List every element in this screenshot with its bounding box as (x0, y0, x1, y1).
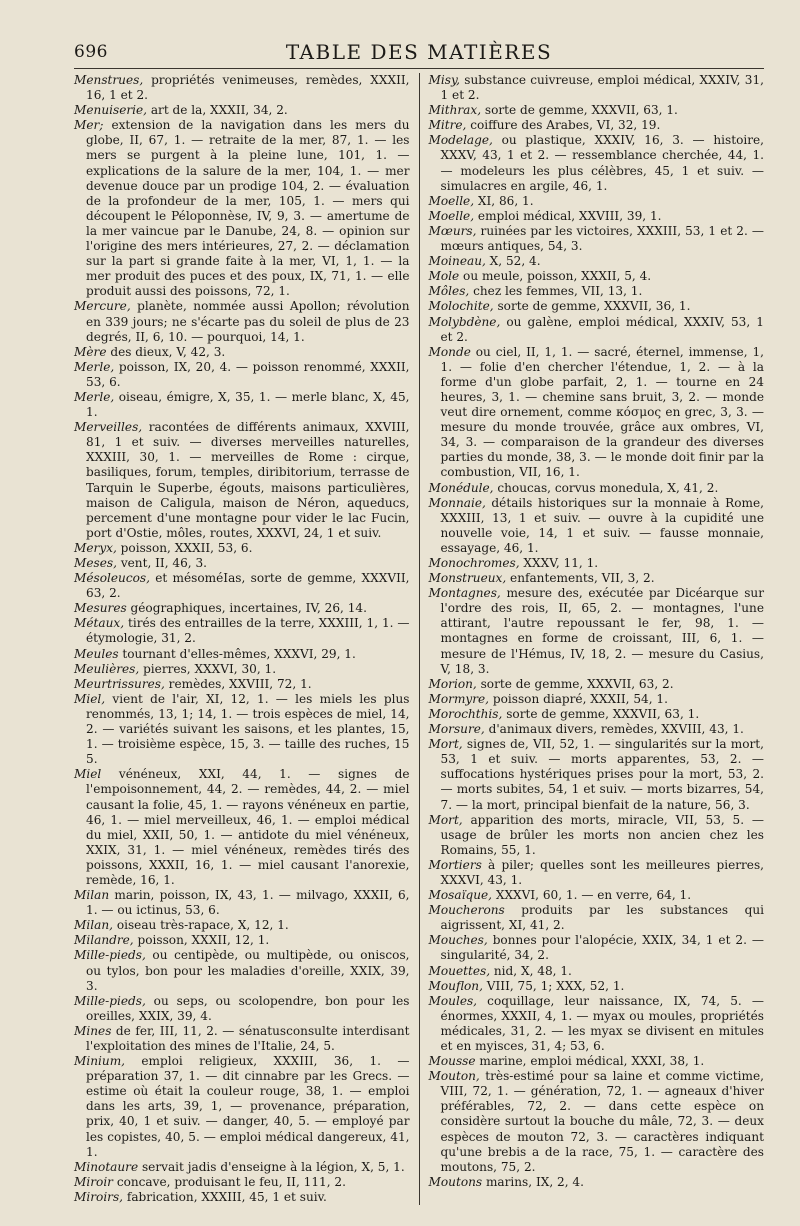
index-columns (74, 73, 764, 1205)
index-entry (429, 73, 765, 103)
entry-text: oiseau très-rapace, X, 12, 1. (112, 918, 289, 933)
index-entry (74, 1190, 410, 1205)
index-entry (429, 345, 765, 481)
entry-text: marine, emploi médical, XXXI, 38, 1. (475, 1054, 705, 1069)
index-entry (74, 73, 410, 103)
entry-headword: Merle, (74, 389, 115, 404)
entry-text: VIII, 75, 1; XXX, 52, 1. (482, 978, 625, 993)
entry-headword: Mille-pieds, (74, 993, 146, 1008)
index-entry (74, 888, 410, 918)
entry-text: ou galène, emploi médical, XXXIV, 53, 1 et 2. (440, 314, 764, 344)
index-entry (74, 299, 410, 344)
entry-headword: Misy, (428, 73, 461, 87)
entry-text: à piler; quelles sont les meilleures pierres, XXXVI, 43, 1. (440, 857, 764, 887)
entry-text: enfantements, VII, 3, 2. (506, 571, 655, 586)
entry-text: vient de l'air, XI, 12, 1. — les miels les plus renommés, 13, 1; 14, 1. — trois espèces de miel, 14, 2. — variétés suivant les saisons, et les plantes, 15, 1. — troisième espèce, 15, 3. — taille des ruches, 15 5. (86, 691, 410, 767)
entry-headword: Meurtrissures, (74, 676, 165, 691)
entry-text: nid, X, 48, 1. (490, 963, 572, 978)
index-entry (74, 1160, 410, 1175)
index-entry (74, 571, 410, 601)
index-entry (429, 903, 765, 933)
index-entry (74, 918, 410, 933)
entry-text: extension de la navigation dans les mers du globe, II, 67, 1. — retraite de la mer, 87, 1. — les mers se purgent à la pleine lune, 101, 1. — explications de la salure de la mer, 104, 1. — mer devenue douce par un prodige 104, 2. — évaluation de la profondeur de la mer, 105, 1. — mers qui découpent le Péloponnèse, IV, 9, 3. — amertume de la mer vaincue par le Danube, 24, 8. — opinion sur l'origine des mers intérieures, 27, 2. — déclamation sur la part si grande faite à la mer, VI, 1, 1. — la mer produit des puces et des poux, IX, 71, 1. — elle produit aussi des poissons, 72, 1. (86, 118, 410, 299)
entry-text: très-estimé pour sa laine et comme victime, VIII, 72, 1. — génération, 72, 1. — agneaux d'hiver préférables, 72, 2. — dans cette espèce on considère surtout la bouche du mâle, 72, 3. — deux espèces de mouton 72, 3. — caractères indiquant qu'une brebis a de la race, 75, 1. — caractère des moutons, 75, 2. (440, 1069, 764, 1174)
index-entry (74, 933, 410, 948)
entry-text: d'animaux divers, remèdes, XXVIII, 43, 1. (484, 722, 744, 737)
entry-headword: Minotaure (74, 1159, 139, 1174)
entry-text: détails historiques sur la monnaie à Rome, XXXIII, 13, 1 et suiv. — ouvre à la cupidité une nouvelle voie, 14, 1 et suiv. — fausse monnaie, essayage, 46, 1. (440, 495, 764, 555)
index-entry (429, 284, 765, 299)
index-entry (74, 118, 410, 299)
page-number: 696 (74, 42, 108, 62)
entry-headword: Menstrues, (74, 73, 144, 87)
entry-text: coquillage, leur naissance, IX, 74, 5. — énormes, XXXII, 4, 1. — myax ou moules, propriétés médicales, 31, 2. — les myax se divisent en mitules et en myisces, 31, 4; 53, 6. (440, 993, 764, 1053)
entry-text: produits par les substances qui aigrissent, XI, 41, 2. (440, 903, 764, 933)
index-entry (74, 994, 410, 1024)
entry-text: poisson, IX, 20, 4. — poisson renommé, XXXII, 53, 6. (86, 359, 410, 389)
entry-text: ou meule, poisson, XXXII, 5, 4. (459, 269, 652, 284)
entry-headword: Molochite, (428, 299, 494, 314)
entry-text: planète, nommée aussi Apollon; révolution en 339 jours; ne s'écarte pas du soleil de plus de 23 degrés, II, 6, 10. — pourquoi, 14, 1. (86, 299, 410, 344)
entry-headword: Monnaie, (428, 495, 486, 510)
entry-headword: Mosaïque, (428, 888, 492, 903)
entry-headword: Moules, (428, 993, 478, 1008)
entry-headword: Mort, (428, 812, 463, 827)
index-entry (429, 299, 765, 314)
entry-headword: Modelage, (428, 133, 493, 148)
entry-headword: Milandre, (74, 933, 134, 948)
index-entry (429, 118, 765, 133)
entry-headword: Mésoleucos, (74, 571, 150, 586)
page-header (74, 36, 764, 69)
entry-headword: Miroir (74, 1174, 113, 1189)
index-entry (74, 677, 410, 692)
entry-text: sorte de gemme, XXXVII, 63, 2. (476, 676, 674, 691)
entry-text: vent, II, 46, 3. (116, 556, 207, 570)
entry-headword: Montagnes, (428, 586, 501, 601)
entry-headword: Morochthis, (428, 706, 503, 721)
entry-headword: Morion, (428, 676, 477, 691)
entry-text: de fer, III, 11, 2. — sénatusconsulte interdisant l'exploitation des mines de l'Italie, 24, 5. (86, 1023, 410, 1053)
right-column (419, 73, 765, 1205)
entry-headword: Môles, (428, 284, 470, 299)
entry-headword: Mercure, (74, 299, 131, 314)
index-entry (429, 964, 765, 979)
entry-headword: Moelle, (428, 193, 475, 208)
entry-text: signes de, VII, 52, 1. — singularités sur la mort, 53, 1 et suiv. — morts apparentes, 53, 2. — suffocations hystériques prises pour la mort, 53, 2. — morts subites, 54, 1 et suiv. — morts bizarres, 54, 7. — la mort, principal bienfait de la nature, 56, 3. (440, 737, 764, 812)
entry-text: emploi médical, XXVIII, 39, 1. (474, 208, 662, 223)
entry-headword: Mitre, (428, 118, 467, 133)
entry-headword: Mithrax, (428, 103, 482, 118)
entry-headword: Moelle, (428, 208, 475, 223)
entry-text: sorte de gemme, XXXVII, 63, 1. (502, 706, 700, 721)
index-entry (429, 194, 765, 209)
index-entry (74, 1054, 410, 1160)
index-entry (74, 390, 410, 420)
entry-text: marin, poisson, IX, 43, 1. — milvago, XXXII, 6, 1. — ou ictinus, 53, 6. (86, 888, 410, 918)
entry-headword: Molybdène, (428, 314, 501, 329)
entry-text: tournant d'elles-mêmes, XXXVI, 29, 1. (118, 646, 356, 661)
entry-headword: Mouton, (428, 1069, 480, 1084)
index-entry (74, 556, 410, 571)
index-entry (429, 707, 765, 722)
index-entry (429, 103, 765, 118)
index-entry (74, 948, 410, 993)
entry-headword: Métaux, (74, 616, 125, 631)
entry-text: oiseau, émigre, X, 35, 1. — merle blanc, X, 45, 1. (86, 389, 410, 420)
index-entry (429, 813, 765, 858)
entry-text: ou seps, ou scolopendre, bon pour les oreilles, XXIX, 39, 4. (86, 993, 410, 1023)
index-entry (74, 616, 410, 646)
index-entry (429, 737, 765, 812)
entry-text: racontées de différents animaux, XXVIII, 81, 1 et suiv. — diverses merveilles naturelles, XXXIII, 30, 1. — merveilles de Rome : cirque, basiliques, forum, temples, diribitorium, terrasse de Tarquin le Superbe, égouts, maisons particulières, maison de Caligula, maison de Néron, aqueducs, percement d'une montagne pour vider le lac Fucin, port d'Ostie, môles, routes, XXXVI, 24, 1 et suiv. (86, 420, 410, 540)
entry-text: XXXV, 11, 1. (519, 556, 599, 570)
entry-headword: Meses, (74, 556, 117, 570)
index-entry (429, 1069, 765, 1175)
entry-headword: Meulières, (74, 661, 140, 676)
entry-headword: Mines (74, 1023, 112, 1038)
entry-text: art de la, XXXII, 34, 2. (147, 103, 288, 118)
index-entry (429, 556, 765, 571)
entry-headword: Moutons (428, 1174, 483, 1189)
entry-text: et mésoméIas, sorte de gemme, XXXVII, 63, 2. (86, 571, 410, 601)
entry-headword: Miel (74, 767, 102, 782)
index-entry (429, 315, 765, 345)
index-entry (74, 601, 410, 616)
entry-headword: Mouettes, (428, 963, 491, 978)
index-entry (429, 224, 765, 254)
index-entry (429, 496, 765, 556)
running-head: TABLE DES MATIÈRES (285, 40, 553, 64)
entry-headword: Miroirs, (74, 1189, 124, 1204)
entry-headword: Moucherons (428, 903, 505, 918)
entry-text: ruinées par les victoires, XXXIII, 53, 1 et 2. — mœurs antiques, 54, 3. (440, 223, 764, 254)
entry-headword: Milan (74, 888, 110, 903)
index-entry (429, 571, 765, 586)
entry-text: tirés des entrailles de la terre, XXXIII, 1, 1. — étymologie, 31, 2. (86, 616, 410, 646)
index-entry (429, 994, 765, 1054)
entry-text: des dieux, V, 42, 3. (106, 344, 226, 359)
index-entry (74, 647, 410, 662)
entry-text: choucas, corvus monedula, X, 41, 2. (493, 480, 719, 495)
entry-text: marins, IX, 2, 4. (482, 1174, 584, 1189)
entry-headword: Mœurs, (428, 223, 477, 238)
index-entry (429, 858, 765, 888)
entry-text: propriétés venimeuses, remèdes, XXXII, 16, 1 et 2. (86, 73, 410, 103)
index-entry (429, 269, 765, 284)
entry-text: XXXVI, 60, 1. — en verre, 64, 1. (491, 888, 692, 903)
entry-text: sorte de gemme, XXXVII, 63, 1. (481, 103, 678, 118)
entry-headword: Meryx, (74, 540, 117, 555)
index-entry (429, 481, 765, 496)
entry-headword: Mormyre, (428, 691, 490, 706)
entry-headword: Mouches, (428, 933, 488, 948)
index-entry (74, 662, 410, 677)
index-entry (429, 254, 765, 269)
index-entry (74, 767, 410, 888)
index-entry (74, 541, 410, 556)
entry-text: apparition des morts, miracle, VII, 53, 5. — usage de brûler les morts non ancien chez les Romains, 55, 1. (440, 812, 764, 857)
entry-text: vénéneux, XXI, 44, 1. — signes de l'empoisonnement, 44, 2. — remèdes, 44, 2. — miel causant la folie, 45, 1. — rayons vénéneux en partie, 46, 1. — miel merveilleux, 46, 1. — emploi médical du miel, XXII, 50, 1. — antidote du miel vénéneux, XXIX, 31, 1. — miel vénéneux, remèdes tirés des poissons, XXXII, 16, 1. — miel causant l'anorexie, remède, 16, 1. (86, 767, 410, 887)
entry-text: ou plastique, XXXIV, 16, 3. — histoire, XXXV, 43, 1 et 2. — ressemblance cherchée, 44, 1. — modeleurs les plus célèbres, 45, 1 et suiv. — simulacres en argile, 46, 1. (440, 133, 764, 193)
entry-headword: Morsure, (428, 722, 485, 737)
index-entry (74, 360, 410, 390)
entry-text: bonnes pour l'alopécie, XXIX, 34, 1 et 2. — singularité, 34, 2. (440, 933, 764, 963)
entry-headword: Minium, (74, 1054, 126, 1069)
index-entry (74, 1024, 410, 1054)
entry-text: géographiques, incertaines, IV, 26, 14. (126, 601, 367, 616)
entry-text: substance cuivreuse, emploi médical, XXXIV, 31, 1 et 2. (440, 73, 764, 103)
index-entry (429, 586, 765, 677)
index-entry (429, 209, 765, 224)
entry-text: pierres, XXXVI, 30, 1. (139, 661, 277, 676)
entry-headword: Menuiserie, (74, 103, 147, 118)
index-entry (74, 1175, 410, 1190)
index-entry (74, 103, 410, 118)
entry-headword: Monstrueux, (428, 571, 507, 586)
entry-headword: Mortiers (428, 857, 482, 872)
entry-headword: Mille-pieds, (74, 948, 146, 963)
entry-text: mesure des, exécutée par Dicéarque sur l'ordre des rois, II, 65, 2. — montagnes, l'une attirant, l'autre repoussant le fer, 98, 1. — montagnes en forme de croissant, III, 6, 1. — mesure de l'Hémus, IV, 18, 2. — mesure du Casius, V, 18, 3. (440, 586, 764, 676)
entry-text: remèdes, XXVIII, 72, 1. (164, 676, 312, 691)
index-entry (429, 888, 765, 903)
entry-text: sorte de gemme, XXXVII, 36, 1. (493, 299, 691, 314)
index-entry (74, 692, 410, 767)
index-entry (429, 677, 765, 692)
entry-text: poisson, XXXII, 12, 1. (133, 933, 270, 948)
entry-text: fabrication, XXXIII, 45, 1 et suiv. (123, 1189, 327, 1204)
index-entry (429, 1054, 765, 1069)
left-column (74, 73, 419, 1205)
entry-headword: Monédule, (428, 480, 494, 495)
index-entry (74, 420, 410, 541)
entry-headword: Mole (428, 269, 460, 284)
entry-text: coiffure des Arabes, VI, 32, 19. (466, 118, 661, 133)
entry-text: XI, 86, 1. (474, 193, 534, 208)
index-entry (429, 979, 765, 994)
entry-headword: Miel, (74, 691, 106, 706)
index-entry (429, 692, 765, 707)
entry-text: poisson diapré, XXXII, 54, 1. (489, 691, 668, 706)
entry-headword: Milan, (74, 918, 113, 933)
entry-headword: Merle, (74, 359, 115, 374)
entry-text: ou centipède, ou multipède, ou oniscos, ou tylos, bon pour les maladies d'oreille, XXIX, 39, 3. (86, 948, 410, 993)
entry-headword: Monde (428, 344, 471, 359)
entry-headword: Mousse (428, 1054, 476, 1069)
entry-headword: Moineau, (428, 254, 486, 269)
entry-text: chez les femmes, VII, 13, 1. (469, 284, 643, 299)
entry-headword: Mer; (74, 118, 104, 133)
index-entry (429, 1175, 765, 1190)
entry-headword: Mouflon, (428, 978, 483, 993)
index-entry (429, 933, 765, 963)
entry-text: emploi religieux, XXXIII, 36, 1. — préparation 37, 1. — dit cinnabre par les Grecs. — estime où était la couleur rouge, 38, 1. — emploi dans les arts, 39, 1, — provenance, préparation, prix, 40, 1 et suiv. — danger, 40, 5. — employé par les copistes, 40, 5. — emploi médical dangereux, 41, 1. (86, 1054, 410, 1159)
entry-headword: Mesures (74, 601, 127, 616)
entry-text: ou ciel, II, 1, 1. — sacré, éternel, immense, 1, 1. — folie d'en chercher l'étendue, 1, 2. — à la forme d'un globe parfait, 2, 1. — tourne en 24 heures, 3, 1. — chemine sans bruit, 3, 2. — monde veut dire ornement, comme κόσμος en grec, 3, 3. — mesure du monde trouvée, grâce aux ombres, VI, 34, 3. — comparaison de la grandeur des diverses parties du monde, 38, 3. — le monde doit finir par la combustion, VII, 16, 1. (440, 344, 764, 480)
entry-headword: Merveilles, (74, 420, 143, 435)
index-entry (74, 345, 410, 360)
entry-headword: Monochromes, (428, 556, 520, 570)
entry-headword: Mère (74, 344, 107, 359)
index-entry (429, 722, 765, 737)
entry-text: poisson, XXXII, 53, 6. (116, 540, 253, 555)
entry-text: servait jadis d'enseigne à la légion, X, 5, 1. (138, 1159, 405, 1174)
entry-text: concave, produisant le feu, II, 111, 2. (112, 1174, 346, 1189)
entry-text: X, 52, 4. (485, 254, 541, 269)
entry-headword: Mort, (428, 737, 463, 752)
index-entry (429, 133, 765, 193)
entry-headword: Meules (74, 646, 119, 661)
